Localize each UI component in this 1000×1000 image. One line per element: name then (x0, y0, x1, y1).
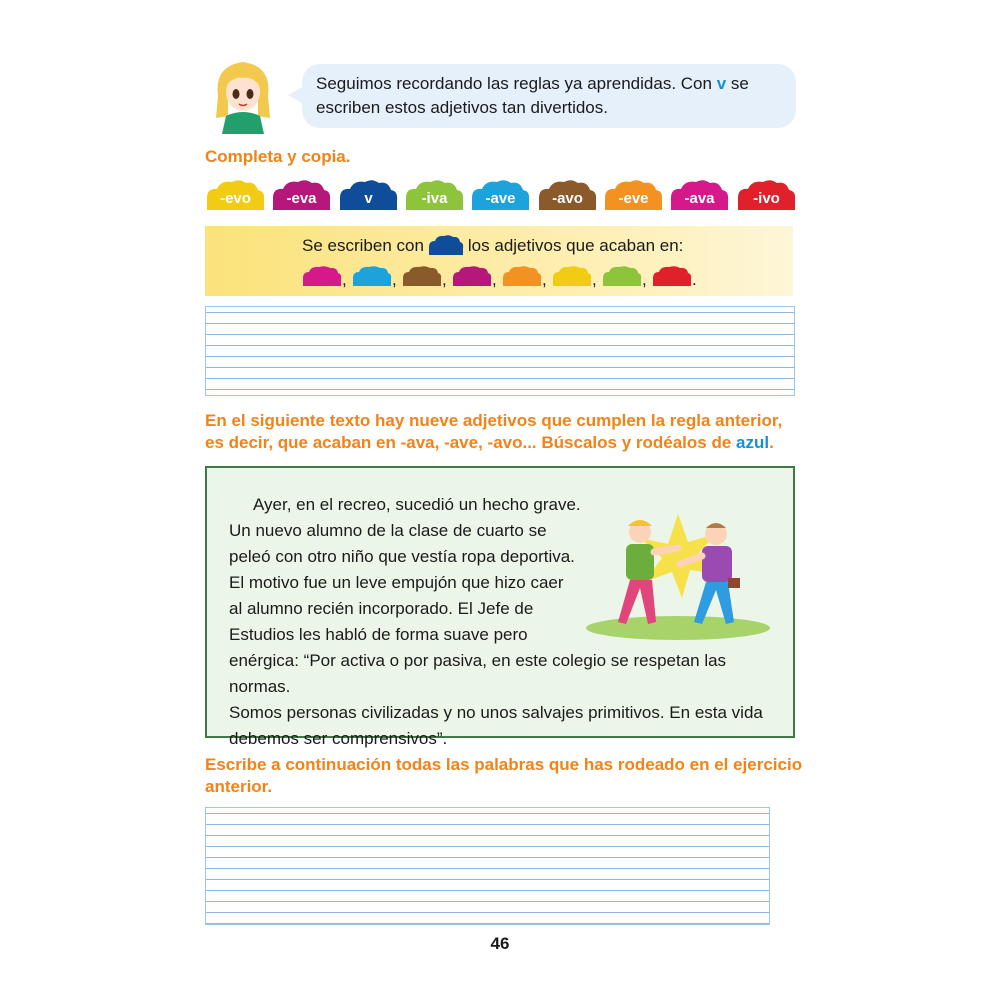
suffix-chip-row (205, 180, 797, 210)
suffix-chip-label: -evo (220, 190, 251, 207)
story-text-narrow (229, 492, 589, 648)
suffix-chip-label: -ava (684, 190, 715, 207)
heading-text-before: En el siguiente texto hay nueve adjetivos que cumplen la regla anterior, es decir, que acaban en -ava, -ave, -avo... Búscalos y rodéalos de (205, 411, 783, 452)
separator-comma: , (342, 270, 347, 289)
blank-cloud (502, 266, 542, 286)
speech-bubble-tail (288, 86, 304, 104)
blank-cloud (452, 266, 492, 286)
page-number: 46 (490, 934, 510, 953)
writing-lines-answers[interactable] (205, 807, 770, 925)
suffix-chip-label: -ivo (753, 190, 780, 207)
suffix-chip (470, 180, 531, 210)
suffix-chip-label: v (364, 190, 373, 207)
story-line: enérgica: “Por activa o por pasiva, en este colegio se respetan las normas. (229, 651, 727, 696)
blank-cloud (552, 266, 592, 286)
separator-comma: , (592, 270, 597, 289)
blank-cloud (652, 266, 692, 286)
story-line: debemos ser comprensivos”. (229, 729, 448, 748)
blue-cloud-icon (428, 235, 464, 261)
speech-bubble (302, 64, 796, 128)
suffix-chip (736, 180, 797, 210)
suffix-chip-label: -eve (618, 190, 649, 207)
heading-highlight-azul: azul (736, 433, 770, 452)
suffix-chip (338, 180, 399, 210)
suffix-chip-label: -eva (286, 190, 317, 207)
suffix-chip-label: -avo (552, 190, 583, 207)
exercise-heading-find-adjectives (205, 410, 805, 454)
story-line: El motivo fue un leve empujón que hizo caer (229, 573, 564, 592)
fighting-kids-illustration (578, 494, 778, 644)
exercise-heading-write-words: Escribe a continuación todas las palabras que has rodeado en el ejercicio anterior. (205, 755, 803, 796)
suffix-chip-label: -ave (485, 190, 516, 207)
intro-highlight-letter: v (716, 74, 727, 93)
suffix-chip (603, 180, 664, 210)
intro-text-before: Seguimos recordando las reglas ya aprendidas. Con (316, 74, 717, 93)
separator-comma: , (442, 270, 447, 289)
story-line: Estudios les habló de forma suave pero (229, 625, 528, 644)
suffix-chip (271, 180, 332, 210)
story-line: peleó con otro niño que vestía ropa deportiva. (229, 547, 575, 566)
separator-comma: , (642, 270, 647, 289)
heading-text-after: . (769, 433, 774, 452)
story-line: al alumno recién incorporado. El Jefe de (229, 599, 534, 618)
story-line: Ayer, en el recreo, sucedió un hecho grave. (253, 495, 581, 514)
blank-cloud (602, 266, 642, 286)
separator-comma: , (492, 270, 497, 289)
separator-comma: , (392, 270, 397, 289)
writing-lines-copy[interactable] (205, 306, 795, 396)
story-text-wide (229, 648, 784, 752)
rule-sentence (302, 235, 683, 261)
story-line: Somos personas civilizadas y no unos salvajes primitivos. En esta vida (229, 703, 763, 722)
blank-cloud (302, 266, 342, 286)
rule-text-before: Se escriben con (302, 236, 424, 255)
story-line: Un nuevo alumno de la clase de cuarto se (229, 521, 547, 540)
suffix-chip (205, 180, 266, 210)
intro-text-after: se escriben estos adjetivos tan divertidos. (316, 74, 749, 117)
blank-cloud (352, 266, 392, 286)
terminator-period: . (692, 270, 697, 289)
suffix-chip (537, 180, 598, 210)
blank-cloud (402, 266, 442, 286)
suffix-chip (404, 180, 465, 210)
suffix-chip-label: -iva (421, 190, 448, 207)
suffix-chip (669, 180, 730, 210)
separator-comma: , (542, 270, 547, 289)
girl-avatar (212, 56, 274, 134)
rule-text-after: los adjetivos que acaban en: (467, 236, 684, 255)
exercise-heading-complete: Completa y copia. (205, 147, 351, 166)
